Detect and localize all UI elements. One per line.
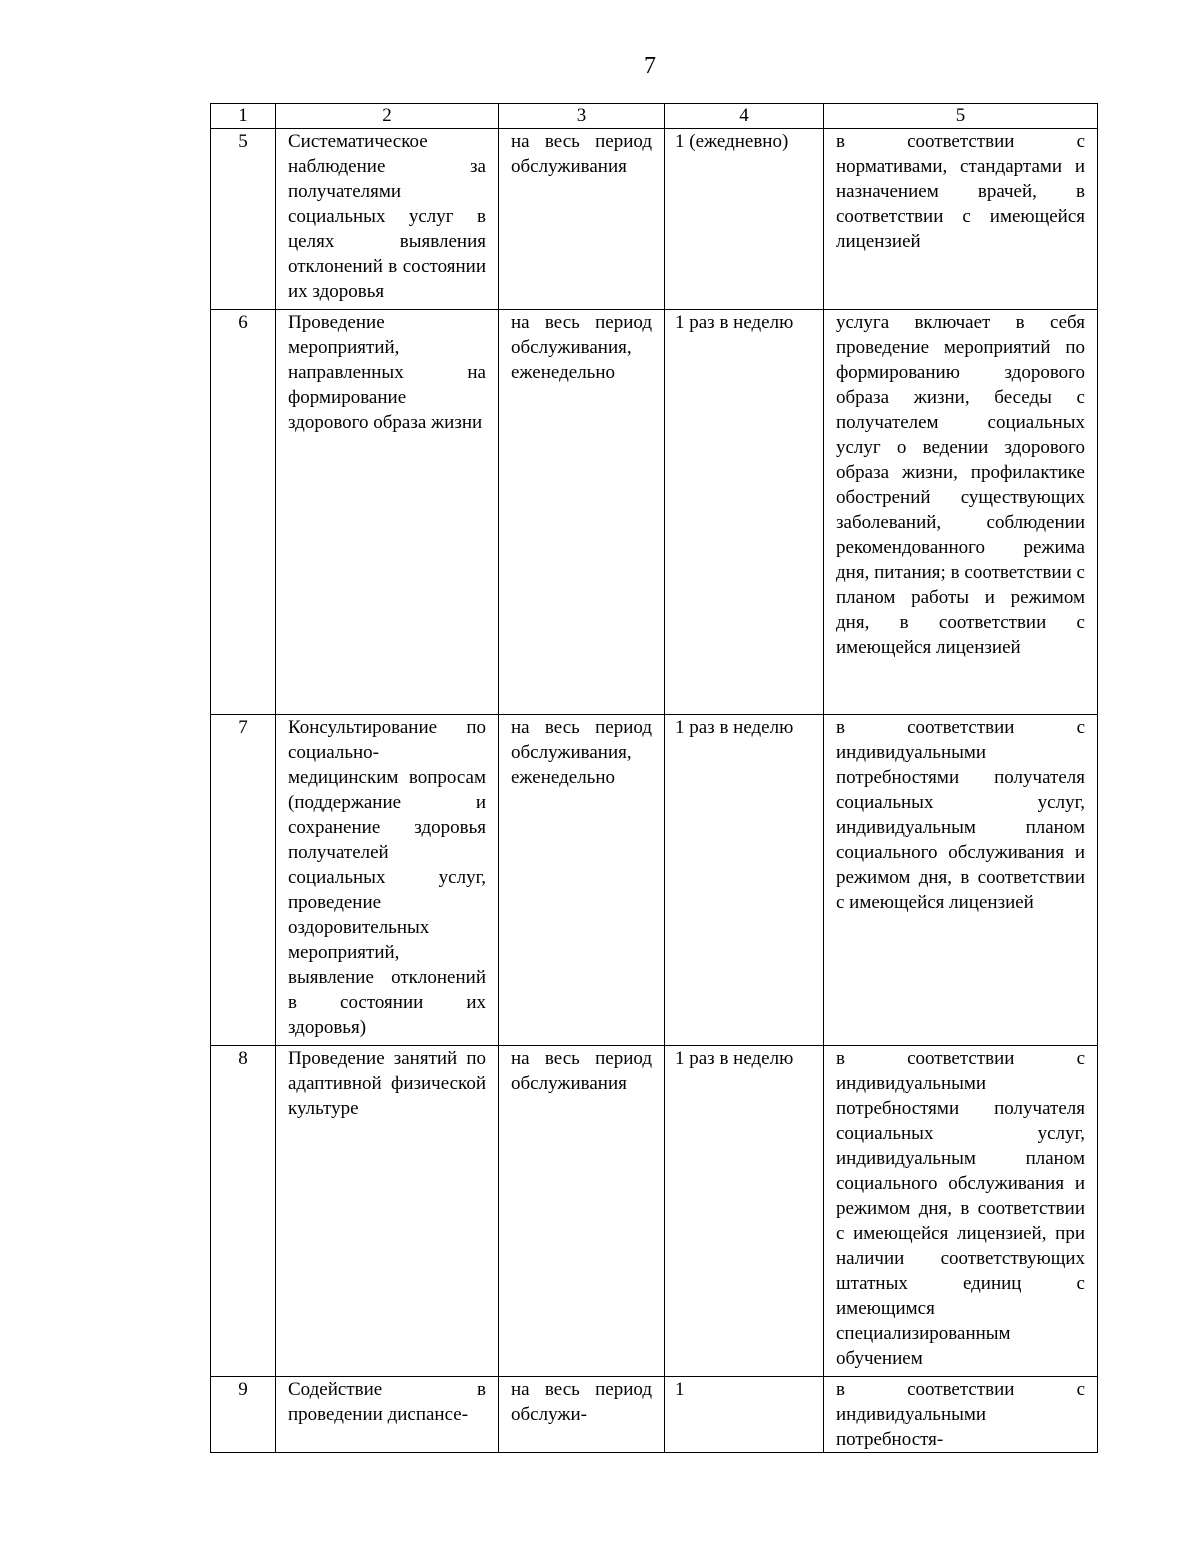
service-frequency: 1 раз в неделю [665, 310, 824, 715]
header-col-4: 4 [665, 104, 824, 129]
table-row [211, 310, 1098, 715]
service-name: Проведение мероприятий, направленных на формирование здорового образа жизни [276, 310, 499, 715]
row-number: 5 [211, 129, 276, 310]
service-period: на весь период обслуживания [499, 129, 665, 310]
service-frequency: 1 раз в неделю [665, 1046, 824, 1377]
service-name: Систематическое наблюдение за получателями социальных услуг в целях выявления отклонений в состоянии их здоровья [276, 129, 499, 310]
header-col-2: 2 [276, 104, 499, 129]
services-table [210, 103, 1098, 1453]
service-frequency: 1 [665, 1377, 824, 1453]
service-period: на весь период обслуживания, еженедельно [499, 310, 665, 715]
service-conditions: в соответствии с индивидуальными потребностя- [824, 1377, 1098, 1453]
service-name: Консультирование по социально-медицинским вопросам (поддержание и сохранение здоровья получателей социальных услуг, проведение оздоровительных мероприятий, выявление отклонений в состоянии их здоровья) [276, 715, 499, 1046]
service-name: Проведение занятий по адаптивной физической культуре [276, 1046, 499, 1377]
service-conditions: услуга включает в себя проведение мероприятий по формированию здорового образа жизни, беседы с получателем социальных услуг о ведении здорового образа жизни, профилактике обострений существующих заболеваний, соблюдении рекомендованного режима дня, питания; в соответствии с планом работы и режимом дня, в соответствии с имеющейся лицензией [824, 310, 1098, 715]
service-conditions: в соответствии с индивидуальными потребностями получателя социальных услуг, индивидуальным планом социального обслуживания и режимом дня, в соответствии с имеющейся лицензией, при наличии соответствующих штатных единиц с имеющимся специализированным обучением [824, 1046, 1098, 1377]
row-number: 6 [211, 310, 276, 715]
row-number: 7 [211, 715, 276, 1046]
service-conditions: в соответствии с нормативами, стандартами и назначением врачей, в соответствии с имеющейся лицензией [824, 129, 1098, 310]
row-number: 8 [211, 1046, 276, 1377]
header-col-3: 3 [499, 104, 665, 129]
header-col-1: 1 [211, 104, 276, 129]
row-number: 9 [211, 1377, 276, 1453]
page-number: 7 [644, 53, 656, 79]
table-row [211, 129, 1098, 310]
header-col-5: 5 [824, 104, 1098, 129]
service-conditions: в соответствии с индивидуальными потребностями получателя социальных услуг, индивидуальным планом социального обслуживания и режимом дня, в соответствии с имеющейся лицензией [824, 715, 1098, 1046]
service-name: Содействие в проведении диспансе- [276, 1377, 499, 1453]
table-row [211, 1377, 1098, 1453]
table-row [211, 1046, 1098, 1377]
table-row [211, 715, 1098, 1046]
table-header-row [211, 104, 1098, 129]
service-period: на весь период обслуживания [499, 1046, 665, 1377]
service-period: на весь период обслужи- [499, 1377, 665, 1453]
service-frequency: 1 раз в неделю [665, 715, 824, 1046]
service-period: на весь период обслуживания, еженедельно [499, 715, 665, 1046]
service-frequency: 1 (ежедневно) [665, 129, 824, 310]
